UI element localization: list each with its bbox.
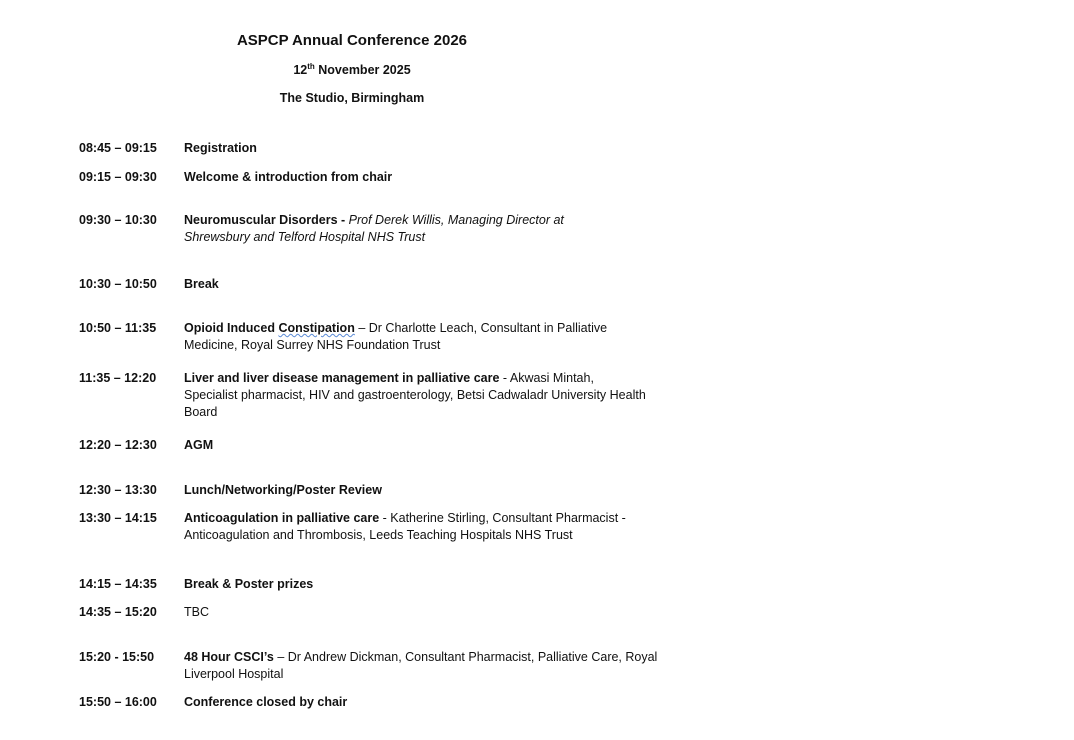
agenda-time: 09:15 – 09:30 xyxy=(79,170,157,184)
agenda-description xyxy=(184,212,604,246)
agenda-time: 14:35 – 15:20 xyxy=(79,605,157,619)
session-speaker: Katherine Stirling, Consultant Pharmacist - Anticoagulation and Thrombosis, Leeds Teaching Hospitals NHS Trust xyxy=(184,511,626,542)
agenda-time: 13:30 – 14:15 xyxy=(79,511,157,525)
session-title: 48 Hour CSCI’s xyxy=(184,650,274,664)
date-suffix: th xyxy=(307,61,315,71)
agenda-description xyxy=(184,510,659,544)
session-speaker: Dr Charlotte Leach, Consultant in Palliative Medicine, Royal Surrey NHS Foundation Trust xyxy=(184,321,608,352)
agenda-description xyxy=(184,437,654,454)
session-title: Registration xyxy=(184,141,257,155)
session-speaker: Prof Derek Willis, Managing Director at Shrewsbury and Telford Hospital NHS Trust xyxy=(184,213,564,244)
agenda-time: 12:30 – 13:30 xyxy=(79,483,157,497)
session-separator: - xyxy=(499,371,510,385)
agenda-description xyxy=(184,169,654,186)
session-title: AGM xyxy=(184,438,214,452)
agenda-description xyxy=(184,649,659,683)
session-speaker: Dr Andrew Dickman, Consultant Pharmacist, Palliative Care, Royal Liverpool Hospital xyxy=(184,650,658,681)
agenda-description xyxy=(184,604,654,621)
agenda-description xyxy=(184,370,649,421)
session-title: Anticoagulation in palliative care xyxy=(184,511,380,525)
agenda-time: 09:30 – 10:30 xyxy=(79,213,157,227)
date-rest: November 2025 xyxy=(314,63,411,77)
page-title: ASPCP Annual Conference 2026 xyxy=(236,32,468,49)
session-title: Conference closed by chair xyxy=(184,695,348,709)
agenda-description xyxy=(184,576,654,593)
event-venue: The Studio, Birmingham xyxy=(279,91,425,105)
agenda-time: 14:15 – 14:35 xyxy=(79,577,157,591)
agenda-description xyxy=(184,140,654,157)
agenda-time: 15:50 – 16:00 xyxy=(79,695,157,709)
session-title: Liver and liver disease management in palliative care xyxy=(184,371,500,385)
session-title: Break xyxy=(184,277,219,291)
session-title-spellcheck: Constipation xyxy=(278,321,355,335)
agenda-time: 12:20 – 12:30 xyxy=(79,438,157,452)
agenda-description xyxy=(184,482,654,499)
session-title: Neuromuscular Disorders xyxy=(184,213,338,227)
session-plain-text: TBC xyxy=(184,605,209,619)
event-date xyxy=(0,63,704,77)
session-title: Opioid Induced xyxy=(184,321,279,335)
session-separator: – xyxy=(354,321,369,335)
session-title: Lunch/Networking/Poster Review xyxy=(184,483,382,497)
session-separator: – xyxy=(273,650,288,664)
session-title: Welcome & introduction from chair xyxy=(184,170,393,184)
session-title: Break & Poster prizes xyxy=(184,577,314,591)
session-separator: - xyxy=(337,213,349,227)
agenda-time: 10:30 – 10:50 xyxy=(79,277,157,291)
agenda-time: 11:35 – 12:20 xyxy=(79,371,157,385)
agenda-time: 08:45 – 09:15 xyxy=(79,141,157,155)
session-speaker: Akwasi Mintah, Specialist pharmacist, HIV and gastroenterology, Betsi Cadwaladr University Health Board xyxy=(184,371,646,419)
date-day: 12 xyxy=(293,63,308,77)
session-separator: - xyxy=(379,511,391,525)
agenda-description xyxy=(184,276,654,293)
agenda-description xyxy=(184,320,649,354)
agenda-time: 10:50 – 11:35 xyxy=(79,321,157,335)
agenda-time: 15:20 - 15:50 xyxy=(79,650,155,664)
agenda-description xyxy=(184,694,654,711)
